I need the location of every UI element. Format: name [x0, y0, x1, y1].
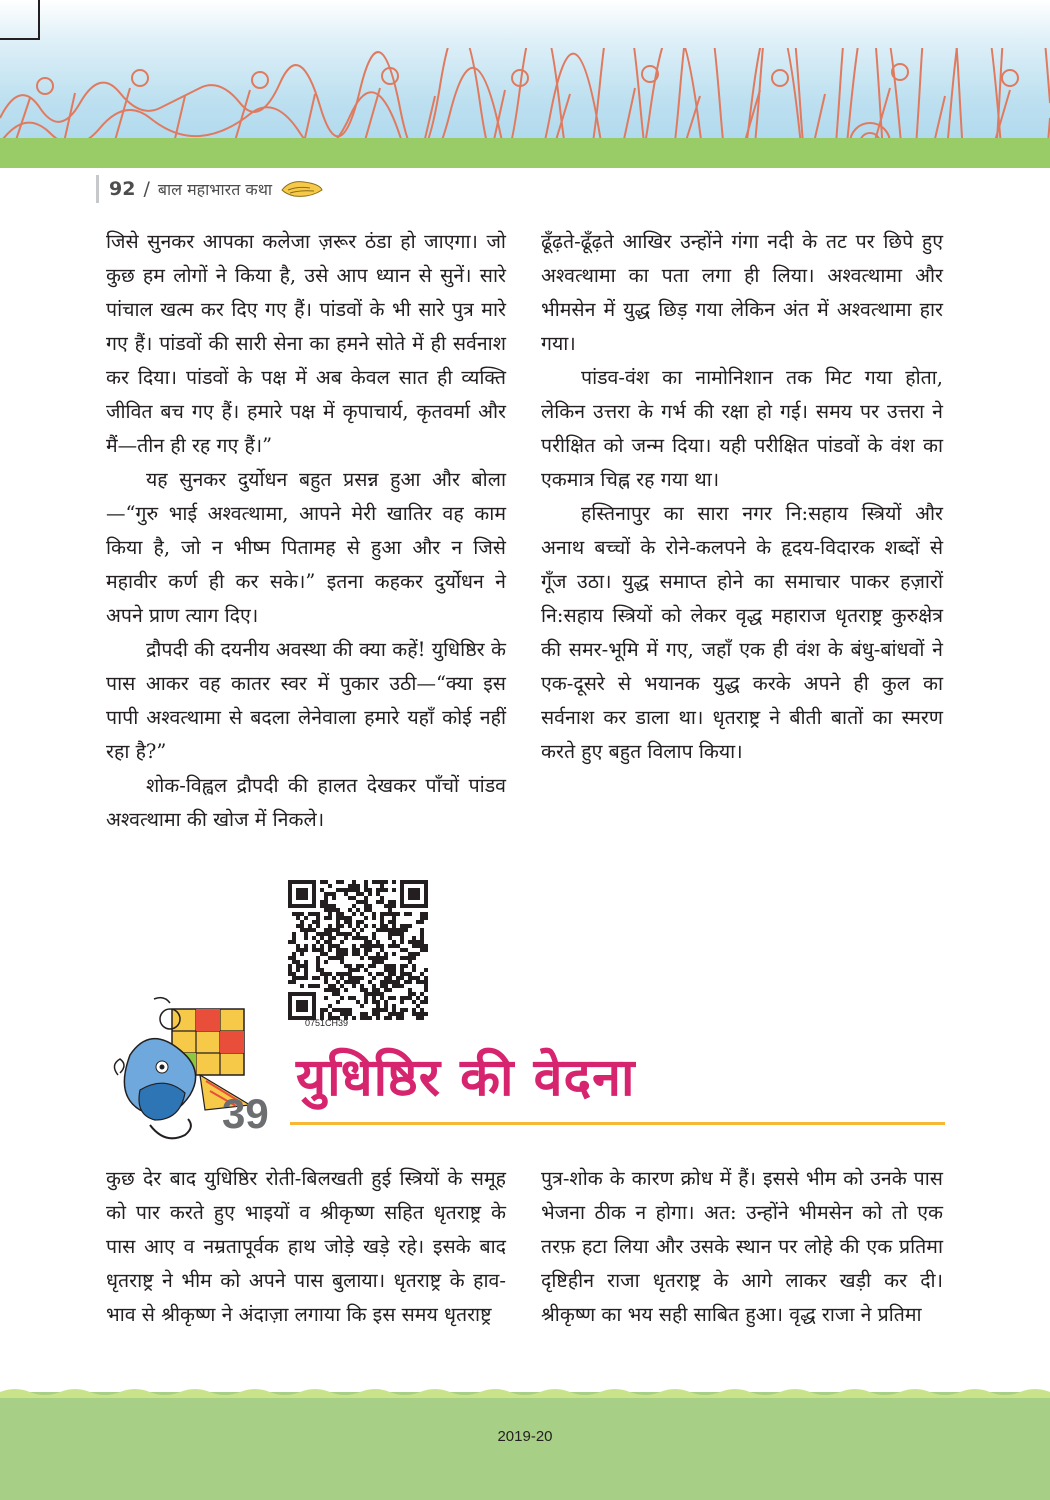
bottom-left-column [106, 1162, 506, 1332]
top-left-column [106, 225, 506, 837]
grass-edge [0, 1386, 1050, 1398]
book-title: बाल महाभारत कथा [157, 180, 273, 199]
qr-code-label: 0751CH39 [305, 1018, 349, 1028]
footer-grass-band [0, 1392, 1050, 1500]
header-separator: / [143, 178, 150, 200]
crop-mark-top-left-v [38, 0, 40, 40]
paragraph: ढूँढ़ते-ढूँढ़ते आखिर उन्होंने गंगा नदी के तट पर छिपे हुए अश्वत्थामा का पता लगा ही लिया। अश्वत्थामा और भीमसेन में युद्ध छिड़ गया लेकिन अंत में अश्वत्थामा हार गया। [541, 230, 943, 355]
page-number: 92 [109, 178, 136, 200]
print-year: 2019-20 [497, 1428, 553, 1445]
qr-code-image [288, 880, 428, 1020]
bottom-right-column [541, 1162, 943, 1332]
paragraph: द्रौपदी की दयनीय अवस्था की क्या कहें! युधिष्ठिर के पास आकर वह कातर स्वर में पुकार उठी—“क्या इस पापी अश्वत्थामा से बदला लेनेवाला हमारे यहाँ कोई नहीं रहा है?” [106, 638, 506, 763]
header-bar [96, 175, 99, 203]
conch-shell-icon [280, 178, 324, 200]
running-head [96, 172, 376, 206]
paragraph: हस्तिनापुर का सारा नगर नि:सहाय स्त्रियों और अनाथ बच्चों के रोने-कलपने के हृदय-विदारक शब्दों से गूँज उठा। युद्ध समाप्त होने का समाचार पाकर हज़ारों नि:सहाय स्त्रियों को लेकर वृद्ध महाराज धृतराष्ट्र कुरुक्षेत्र की समर-भूमि में गए, जहाँ एक ही वंश के बंधु-बांधवों ने एक-दूसरे से भयानक युद्ध करके अपने ही कुल का सर्वनाश कर डाला था। धृतराष्ट्र ने बीती बातों का स्मरण करते हुए बहुत विलाप किया। [541, 502, 943, 763]
grass-strip [0, 138, 1050, 168]
qr-code[interactable] [288, 880, 428, 1020]
paragraph: जिसे सुनकर आपका कलेजा ज़रूर ठंडा हो जाएगा। जो कुछ हम लोगों ने किया है, उसे आप ध्यान से सुनें। सारे पांचाल खत्म कर दिए गए हैं। पांडवों के भी सारे पुत्र मारे गए हैं। पांडवों की सारी सेना का हमने सोते में ही सर्वनाश कर दिया। पांडवों के पक्ष में अब केवल सात ही व्यक्ति जीवित बच गए हैं। हमारे पक्ष में कृपाचार्य, कृतवर्मा और मैं—तीन ही रह गए हैं।” [106, 230, 506, 457]
paragraph: यह सुनकर दुर्योधन बहुत प्रसन्न हुआ और बोला—“गुरु भाई अश्वत्थामा, आपने मेरी खातिर वह काम किया है, जो न भीष्म पितामह से हुआ और न जिसे महावीर कर्ण ही कर सके।” इतना कहकर दुर्योधन ने अपने प्राण त्याग दिए। [106, 468, 506, 627]
chapter-number: 39 [222, 1090, 269, 1137]
paragraph: शोक-विह्वल द्रौपदी की हालत देखकर पाँचों पांडव अश्वत्थामा की खोज में निकले। [106, 774, 506, 831]
paragraph: पुत्र-शोक के कारण क्रोध में हैं। इससे भीम को उनके पास भेजना ठीक न होगा। अत: उन्होंने भीमसेन को तो एक तरफ़ हटा लिया और उसके स्थान पर लोहे की एक प्रतिमा दृष्टिहीन राजा धृतराष्ट्र के आगे लाकर खड़ी कर दी। श्रीकृष्ण का भय सही साबित हुआ। वृद्ध राजा ने प्रतिमा [541, 1167, 943, 1326]
chapter-title: युधिष्ठिर की वेदना [296, 1048, 636, 1108]
paragraph: कुछ देर बाद युधिष्ठिर रोती-बिलखती हुई स्त्रियों के समूह को पार करते हुए भाइयों व श्रीकृष्ण सहित धृतराष्ट्र के पास आए व नम्रतापूर्वक हाथ जोड़े खड़े रहे। इसके बाद धृतराष्ट्र ने भीम को अपने पास बुलाया। धृतराष्ट्र के हाव-भाव से श्रीकृष्ण ने अंदाज़ा लगाया कि इस समय धृतराष्ट्र [106, 1167, 506, 1326]
chapter-underline [290, 1122, 945, 1125]
top-right-column [541, 225, 943, 769]
top-banner [0, 0, 1050, 168]
paragraph: पांडव-वंश का नामोनिशान तक मिट गया होता, लेकिन उत्तरा के गर्भ की रक्षा हो गई। समय पर उत्तरा ने परीक्षित को जन्म दिया। यही परीक्षित पांडवों के वंश का एकमात्र चिह्न रह गया था। [541, 366, 943, 491]
crop-mark-top-left-h [0, 38, 38, 40]
